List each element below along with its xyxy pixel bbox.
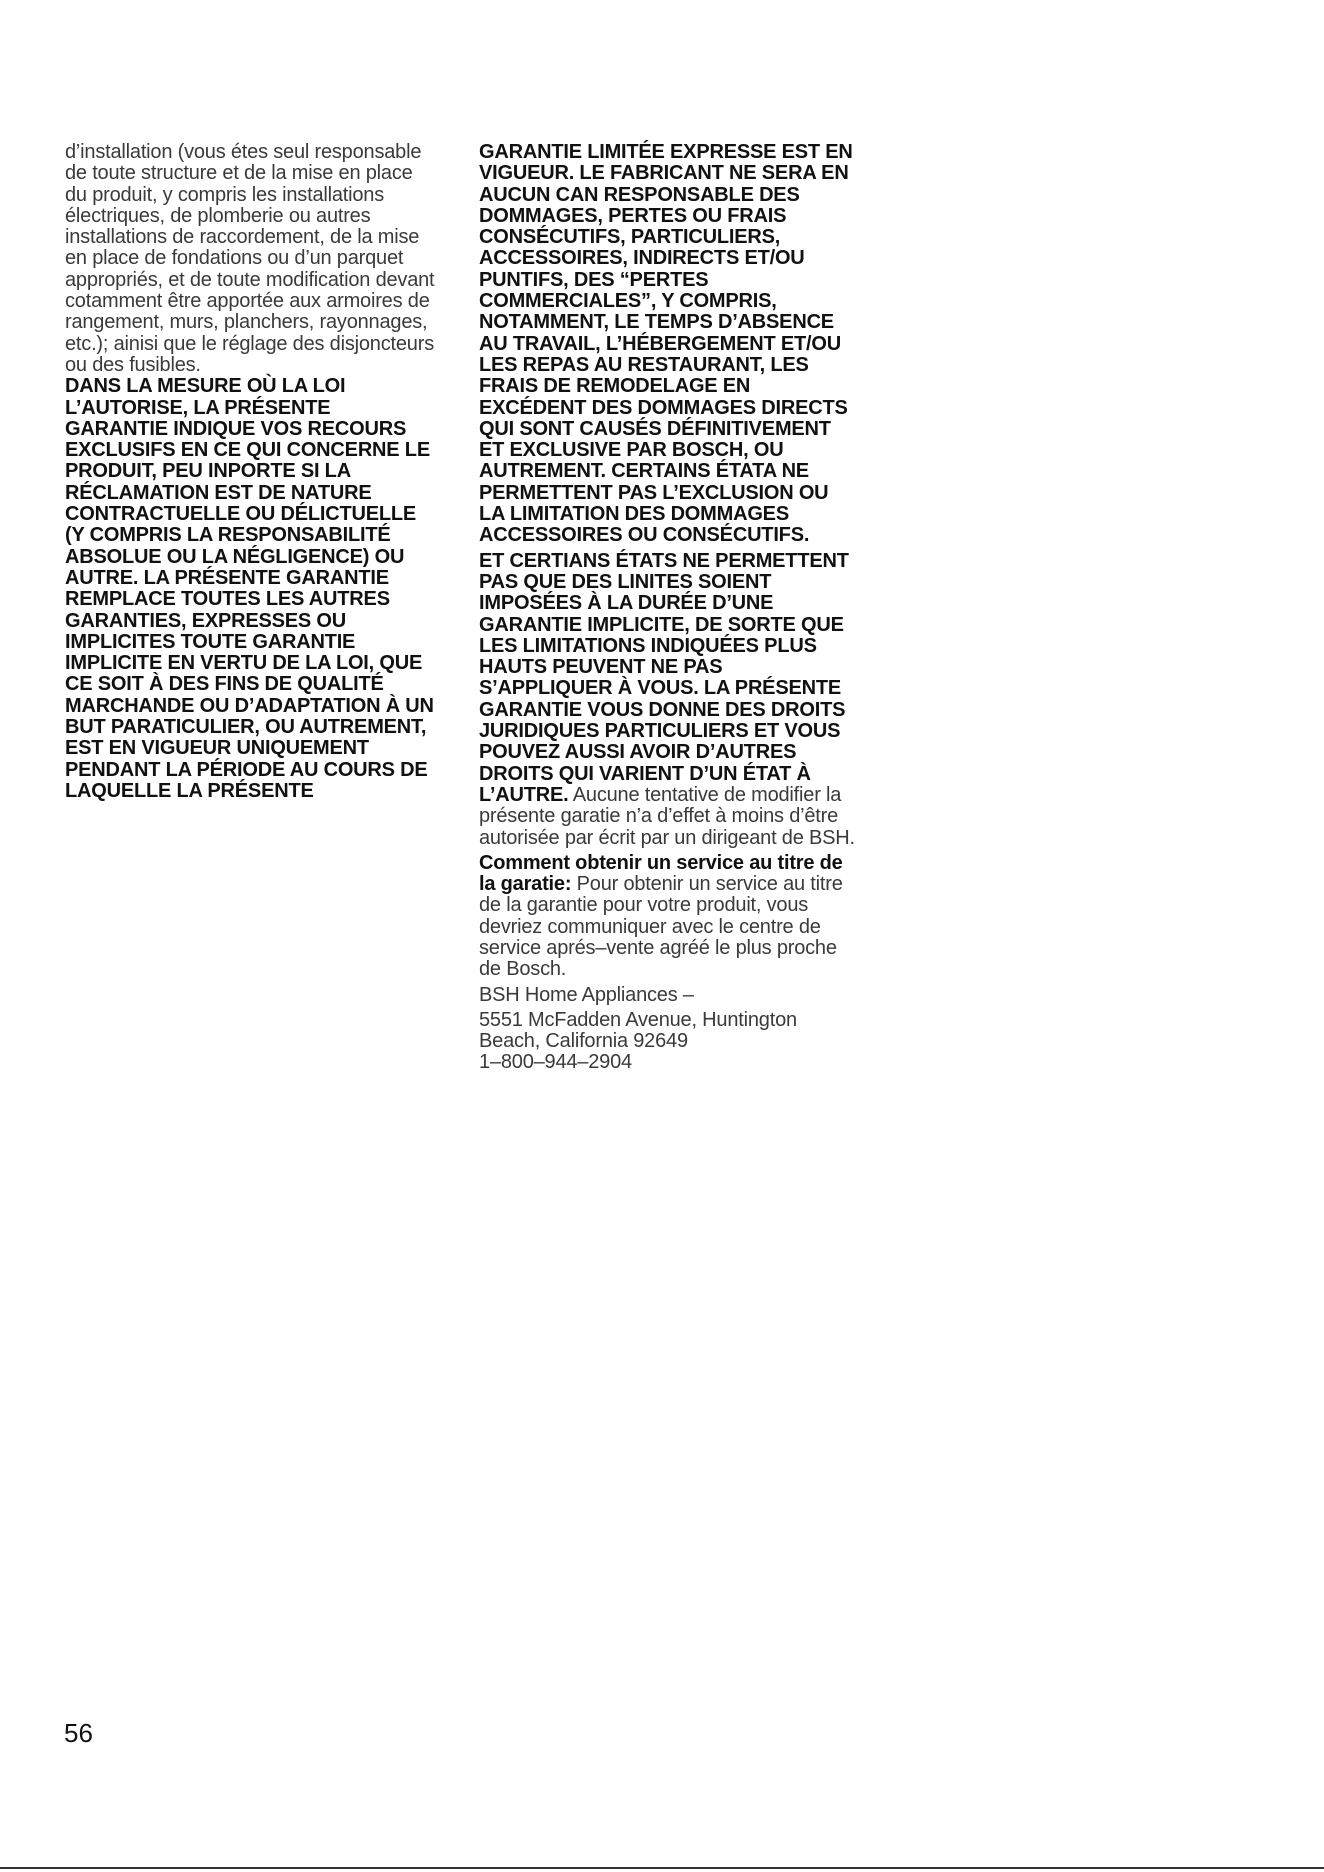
service-text: Pour obtenir un service au titre de la garantie pour votre produit, vous devriez communiquer avec le centre de service aprés–vente agréé le plus proche de Bosch. bbox=[479, 873, 843, 981]
rights-paragraph bbox=[479, 551, 859, 849]
rights-bold-text: ET CERTIANS ÉTATS NE PERMETTENT PAS QUE DES LINITES SOIENT IMPOSÉES À LA DURÉE D’UNE GARANTIE IMPLICITE, DE SORTE QUE LES LIMITATIONS INDIQUÉES PLUS HAUTS PEUVENT NE PAS S’APPLIQUER À VOUS. LA PRÉSENTE GARANTIE VOUS DONNE DES DROITS JURIDIQUES PARTICULIERS ET VOUS POUVEZ AUSSI AVOIR D’AUTRES DROITS QUI VARIENT D’UN ÉTAT À L’AUTRE. bbox=[479, 549, 849, 806]
warranty-disclaimer-paragraph: DANS LA MESURE OÙ LA LOI L’AUTORISE, LA PRÉSENTE GARANTIE INDIQUE VOS RECOURS EXCLUSIFS EN CE QUI CONCERNE LE PRODUIT, PEU INPORTE SI LA RÉCLAMATION EST DE NATURE CONTRACTUELLE OU DÉLICTUELLE (Y COMPRIS LA RESPONSABILITÉ ABSOLUE OU LA NÉGLIGENCE) OU AUTRE. LA PRÉSENTE GARANTIE REMPLACE TOUTES LES AUTRES GARANTIES, EXPRESSES OU IMPLICITES TOUTE GARANTIE IMPLICITE EN VERTU DE LA LOI, QUE CE SOIT À DES FINS DE QUALITÉ MARCHANDE OU D’ADAPTATION À UN BUT PARATICULIER, OU AUTREMENT, EST EN VIGUEUR UNIQUEMENT PENDANT LA PÉRIODE AU COURS DE LAQUELLE LA PRÉSENTE bbox=[65, 375, 434, 802]
page-number: 56 bbox=[64, 1718, 93, 1748]
intro-paragraph: d’installation (vous étes seul responsable de toute structure et de la mise en place du produit, y compris les installations électriques, de plomberie ou autres installations de raccordement, de la mise en place de fondations ou d’un parquet appropriés, et de toute modification devant cotamment être apportée aux armoires de rangement, murs, planchers, rayonnages, etc.); ainisi que le réglage des disjoncteurs ou des fusibles. bbox=[65, 141, 435, 376]
company-name: BSH Home Appliances – bbox=[479, 983, 694, 1006]
limitation-paragraph: GARANTIE LIMITÉE EXPRESSE EST EN VIGUEUR. LE FABRICANT NE SERA EN AUCUN CAN RESPONSABLE DES DOMMAGES, PERTES OU FRAIS CONSÉCUTIFS, PARTICULIERS, ACCESSOIRES, INDIRECTS ET/OU PUNTIFS, DES “PERTES COMMERCIALES”, Y COMPRIS, NOTAMMENT, LE TEMPS D’ABSENCE AU TRAVAIL, L’HÉBERGEMENT ET/OU LES REPAS AU RESTAURANT, LES FRAIS DE REMODELAGE EN EXCÉDENT DES DOMMAGES DIRECTS QUI SONT CAUSÉS DÉFINITIVEMENT ET EXCLUSIVE PAR BOSCH, OU AUTREMENT. CERTAINS ÉTATA NE PERMETTENT PAS L’EXCLUSION OU LA LIMITATION DES DOMMAGES ACCESSOIRES OU CONSÉCUTIFS. bbox=[479, 141, 853, 547]
service-paragraph bbox=[479, 853, 859, 981]
address-text: 5551 McFadden Avenue, Huntington Beach, California 92649 bbox=[479, 1008, 797, 1053]
right-column bbox=[479, 142, 859, 1074]
phone-number: 1–800–944–2904 bbox=[479, 1051, 632, 1074]
service-heading: Comment obtenir un service au titre de la garatie: bbox=[479, 851, 843, 896]
left-column bbox=[65, 142, 437, 802]
bottom-rule bbox=[0, 1867, 1324, 1869]
modification-text: Aucune tentative de modifier la présente garatie n’a d’effet à moins d’être autorisée par écrit par un dirigeant de BSH. bbox=[479, 783, 855, 849]
